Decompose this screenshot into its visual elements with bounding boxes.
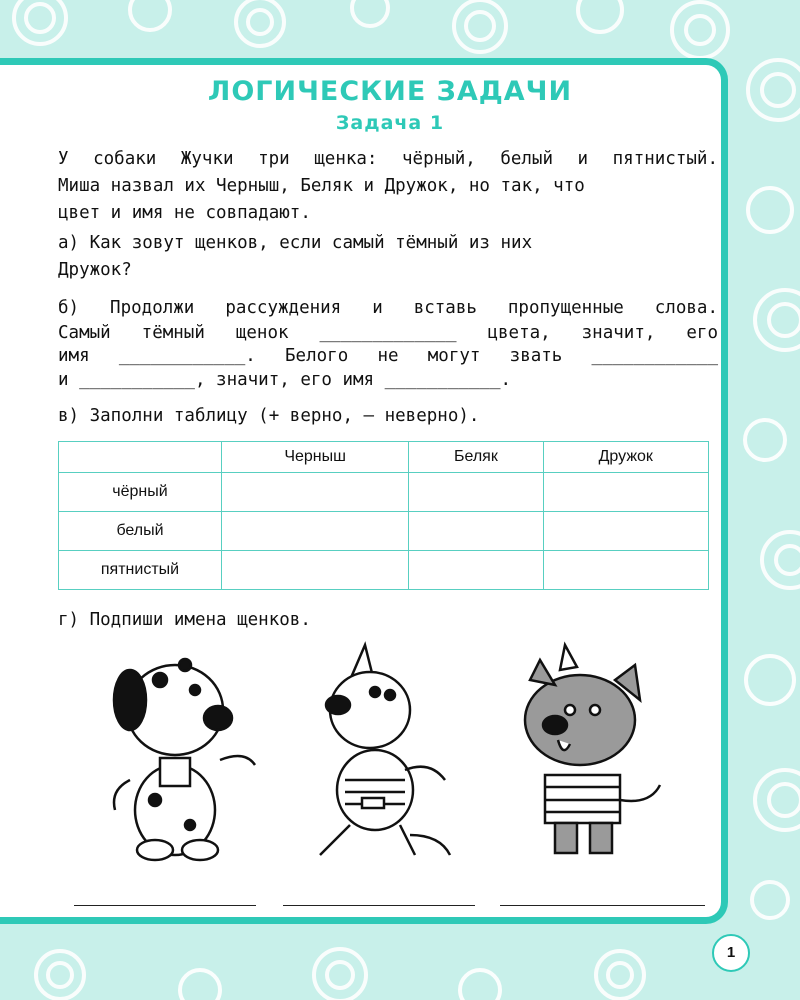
question-c-line: в) Заполни таблицу (+ верно, – неверно).	[58, 406, 480, 426]
question-b	[58, 295, 718, 392]
table-answer-cell[interactable]	[222, 551, 409, 590]
table-row	[59, 551, 709, 590]
spotted-puppy-icon	[114, 659, 255, 860]
question-a-line: а) Как зовут щенков, если самый тёмный из них	[58, 233, 533, 253]
question-b-line: Самый тёмный щенок _____________ цвета, значит, его	[58, 323, 718, 343]
table-column-header: Беляк	[409, 442, 543, 473]
intro-line: У собаки Жучки три щенка: чёрный, белый и пятнистый.	[58, 149, 718, 169]
table-column-header: Черныш	[222, 442, 409, 473]
question-b-line: и ___________, значит, его имя ___________.	[58, 370, 512, 390]
question-a	[58, 230, 718, 284]
table-corner-cell	[59, 442, 222, 473]
table-answer-cell[interactable]	[543, 512, 709, 551]
name-answer-line[interactable]	[74, 905, 256, 906]
table-header-row	[59, 442, 709, 473]
answer-table	[58, 441, 709, 590]
intro-line: Миша назвал их Черныш, Беляк и Дружок, но так, что	[58, 176, 585, 196]
table-answer-cell[interactable]	[409, 551, 543, 590]
question-b-line: имя ____________. Белого не могут звать ____________	[58, 346, 718, 366]
question-d	[58, 607, 718, 634]
table-answer-cell[interactable]	[543, 473, 709, 512]
table-row	[59, 473, 709, 512]
question-c	[58, 403, 718, 430]
page-title: ЛОГИЧЕСКИЕ ЗАДАЧИ	[207, 76, 573, 107]
table-answer-cell[interactable]	[222, 512, 409, 551]
puppies-illustration	[100, 640, 680, 870]
table-row	[59, 512, 709, 551]
table-answer-cell[interactable]	[543, 551, 709, 590]
intro-paragraph	[58, 146, 718, 227]
table-answer-cell[interactable]	[409, 512, 543, 551]
table-answer-cell[interactable]	[409, 473, 543, 512]
question-b-line: б) Продолжи рассуждения и вставь пропущенные слова.	[58, 298, 718, 318]
task-subtitle: Задача 1	[335, 112, 445, 134]
table-row-header: пятнистый	[59, 551, 222, 590]
question-a-line: Дружок?	[58, 260, 132, 280]
name-answer-line[interactable]	[283, 905, 475, 906]
table-row-header: чёрный	[59, 473, 222, 512]
table-row-header: белый	[59, 512, 222, 551]
white-puppy-icon	[320, 645, 450, 855]
name-answer-line[interactable]	[500, 905, 705, 906]
page-number: 1	[712, 934, 750, 972]
intro-line: цвет и имя не совпадают.	[58, 203, 311, 223]
grey-puppy-icon	[525, 645, 660, 853]
table-answer-cell[interactable]	[222, 473, 409, 512]
table-column-header: Дружок	[543, 442, 709, 473]
question-d-line: г) Подпиши имена щенков.	[58, 610, 311, 630]
